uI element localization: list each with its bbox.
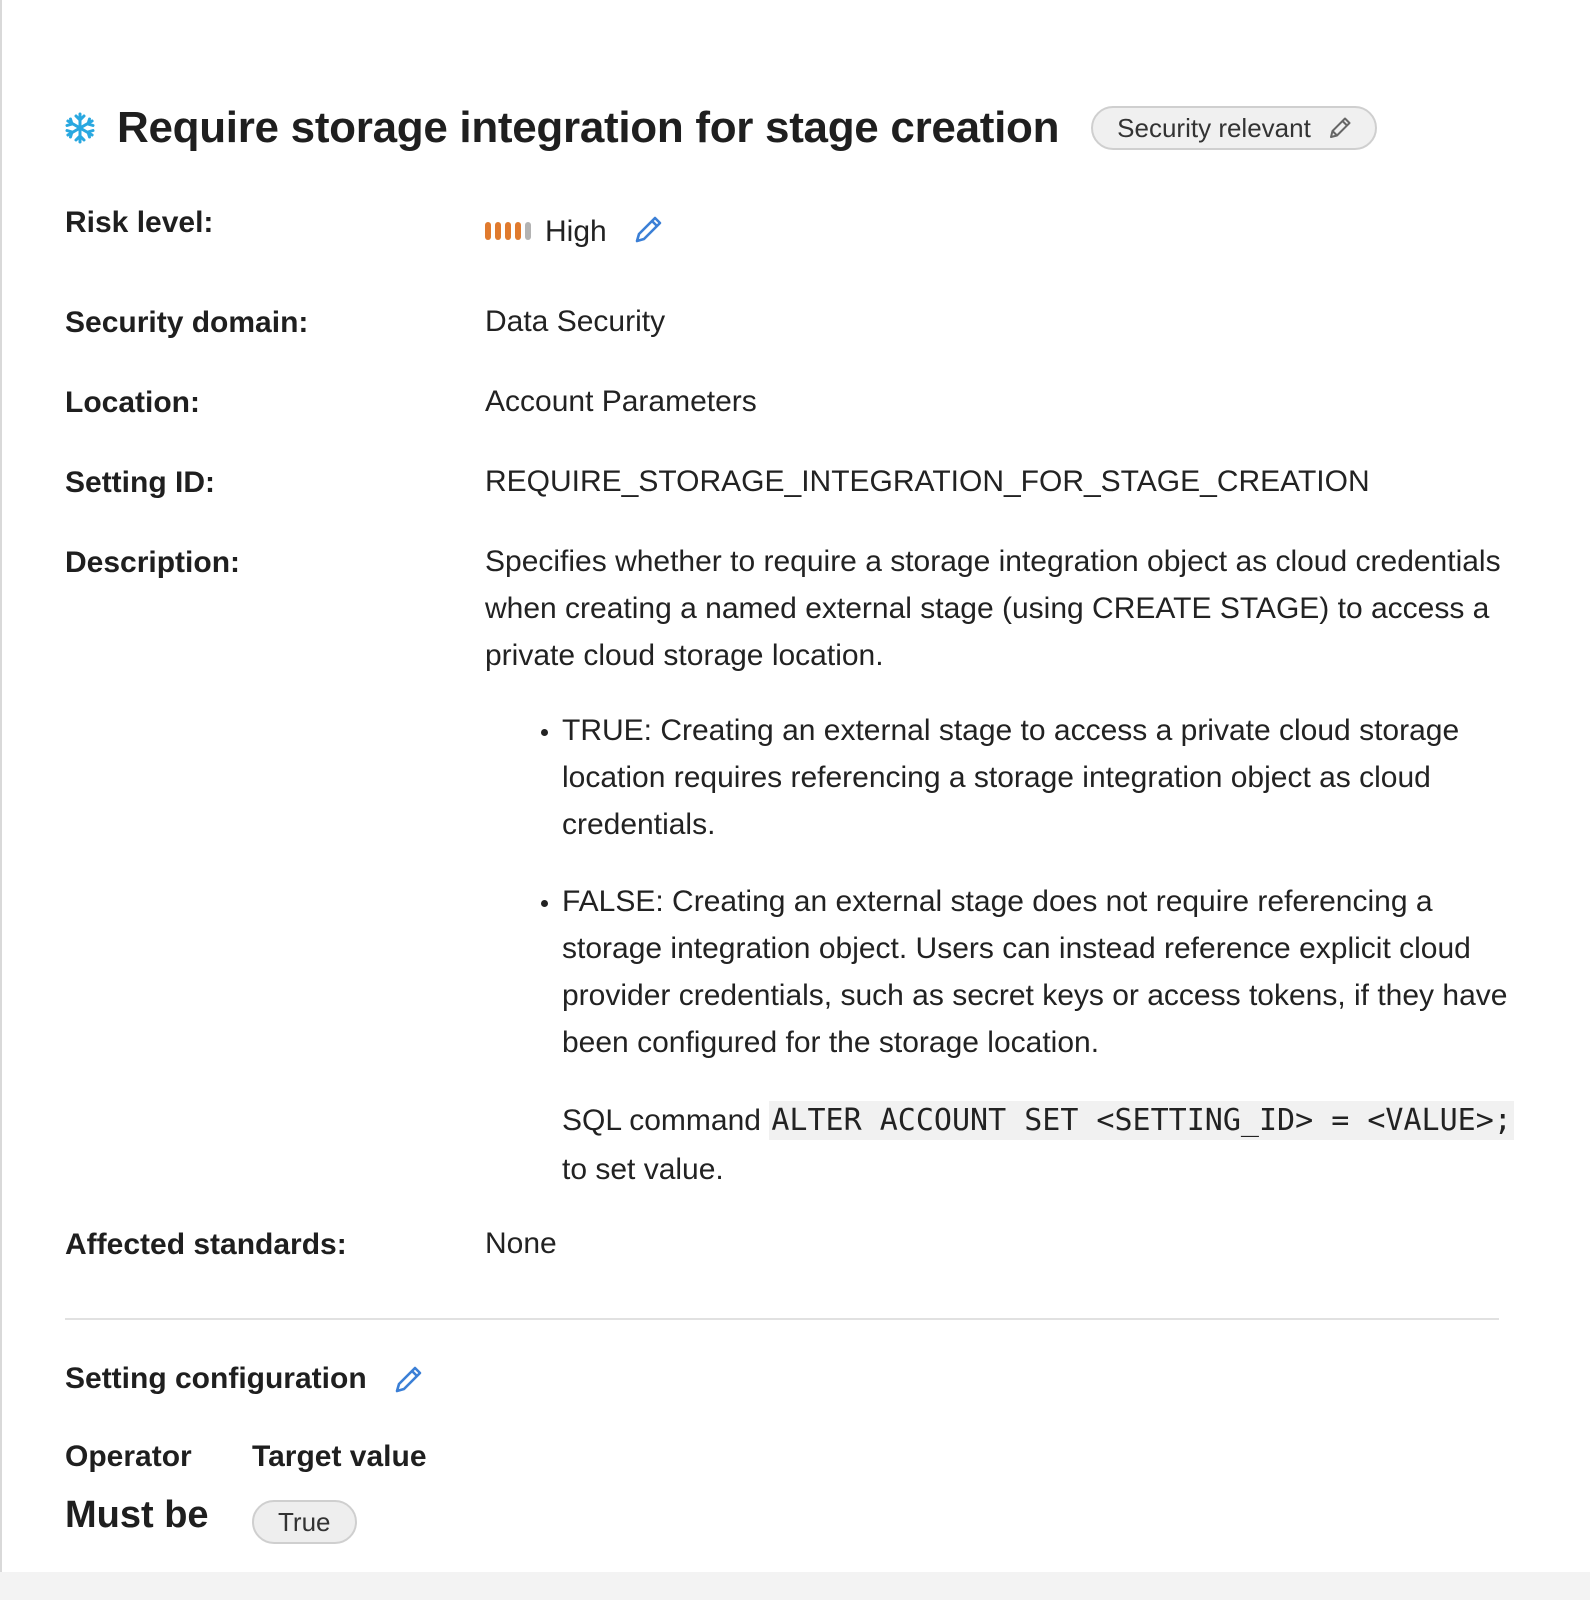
target-value-header: Target value	[252, 1440, 427, 1473]
page-header	[63, 96, 1527, 160]
setting-id-value: REQUIRE_STORAGE_INTEGRATION_FOR_STAGE_CREATION	[485, 465, 1370, 498]
list-item: • FALSE: Creating an external stage does not require referencing a storage integration object. Users can instead reference explicit cloud provider credentials, such as secret keys or access tokens, if they have been configured for the storage location.	[562, 878, 1525, 1066]
sql-code: ALTER ACCOUNT SET <SETTING_ID> = <VALUE>;	[771, 1103, 1512, 1138]
risk-level-meter	[485, 222, 531, 240]
affected-standards-value: None	[485, 1227, 557, 1260]
snowflake-icon	[63, 111, 97, 145]
description-intro: Specifies whether to require a storage integration object as cloud credentials when creating a named external stage (using CREATE STAGE) to access a private cloud storage location.	[485, 545, 1501, 672]
description-label: Description:	[65, 546, 241, 579]
sql-command-note	[562, 1096, 1525, 1194]
risk-level-value	[485, 208, 1525, 255]
risk-bar	[525, 222, 531, 240]
edit-risk-icon[interactable]	[633, 213, 665, 245]
risk-bar	[485, 222, 491, 240]
operator-header: Operator	[65, 1440, 192, 1473]
badge-label: Security relevant	[1117, 112, 1311, 143]
sql-suffix: to set value.	[562, 1153, 724, 1186]
operator-value: Must be	[65, 1494, 209, 1536]
bottom-strip	[0, 1572, 1590, 1600]
left-border	[0, 0, 2, 1600]
edit-configuration-icon[interactable]	[393, 1363, 425, 1395]
security-domain-label: Security domain:	[65, 306, 309, 339]
risk-bar	[515, 222, 521, 240]
affected-standards-label: Affected standards:	[65, 1228, 347, 1261]
setting-detail-panel	[65, 96, 1527, 1537]
security-domain-value: Data Security	[485, 305, 666, 338]
risk-level-text: High	[545, 215, 607, 248]
description-value	[485, 538, 1525, 1194]
setting-configuration-label: Setting configuration	[65, 1362, 367, 1395]
description-options-list	[485, 707, 1525, 1066]
list-item: • TRUE: Creating an external stage to access a private cloud storage location requires referencing a storage integration object as cloud credentials.	[562, 707, 1525, 848]
location-label: Location:	[65, 386, 200, 419]
risk-bar	[505, 222, 511, 240]
risk-bar	[495, 222, 501, 240]
section-divider	[65, 1318, 1499, 1320]
sql-prefix: SQL command	[562, 1104, 761, 1137]
risk-level-label: Risk level:	[65, 206, 214, 239]
page-title: Require storage integration for stage creation	[117, 103, 1060, 152]
target-value-pill: True	[252, 1500, 357, 1544]
pencil-icon[interactable]	[1327, 115, 1353, 141]
setting-id-label: Setting ID:	[65, 466, 215, 499]
setting-configuration-title	[65, 1362, 425, 1396]
security-relevant-badge[interactable]	[1091, 106, 1377, 150]
location-value: Account Parameters	[485, 385, 757, 418]
